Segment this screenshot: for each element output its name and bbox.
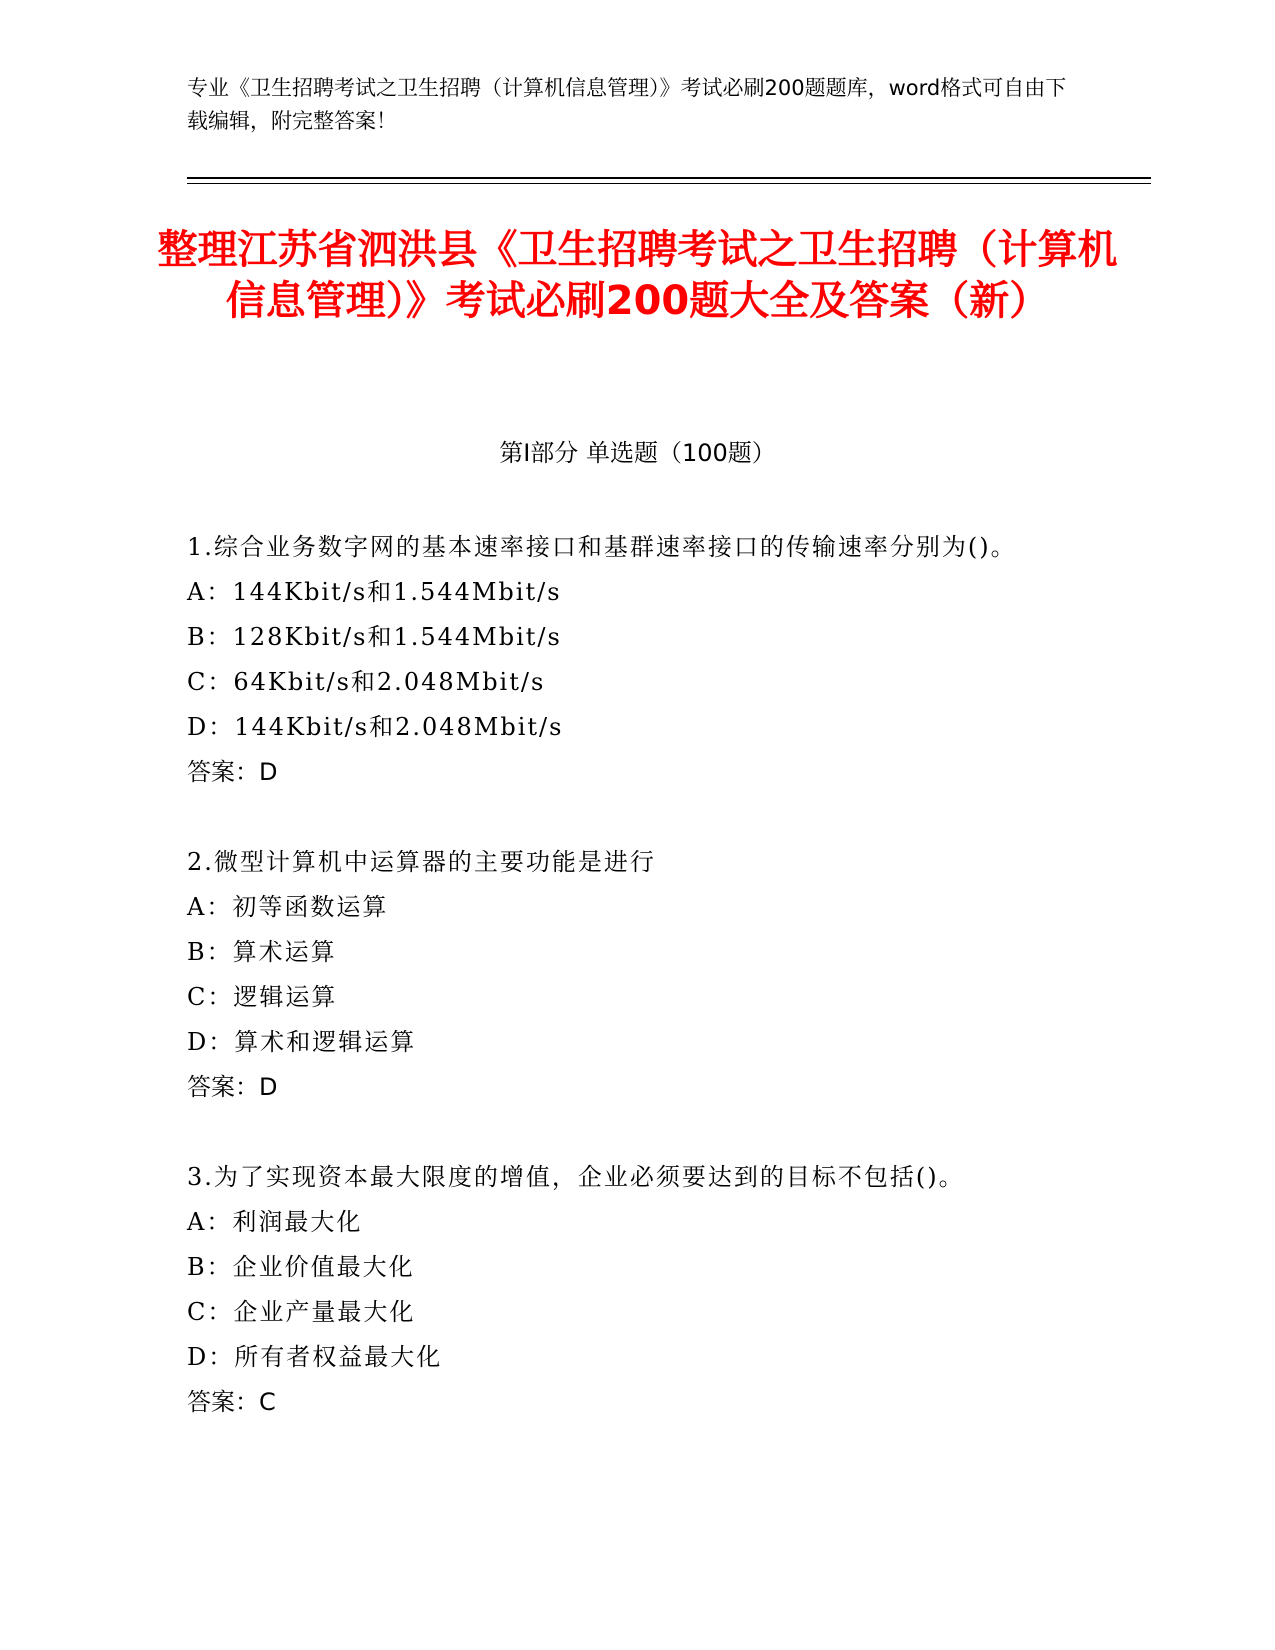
answer: 答案：C bbox=[187, 1388, 276, 1416]
option-b: B：算术运算 bbox=[187, 938, 337, 966]
question-1 bbox=[187, 525, 1087, 795]
header-note: 专业《卫生招聘考试之卫生招聘（计算机信息管理）》考试必刷200题题库，word格式可自由下载编辑，附完整答案！ bbox=[187, 76, 1067, 133]
header-divider-thin bbox=[187, 183, 1151, 184]
question-stem: 2.微型计算机中运算器的主要功能是进行 bbox=[187, 848, 656, 876]
question-spacer bbox=[187, 795, 1087, 840]
option-a: A：初等函数运算 bbox=[187, 893, 389, 921]
header-divider-thick bbox=[187, 177, 1151, 179]
question-spacer bbox=[187, 1110, 1087, 1155]
option-b: B：企业价值最大化 bbox=[187, 1253, 415, 1281]
question-list bbox=[187, 525, 1087, 1425]
option-d: D：所有者权益最大化 bbox=[187, 1343, 443, 1371]
option-c: C：逻辑运算 bbox=[187, 983, 338, 1011]
answer: 答案：D bbox=[187, 1073, 278, 1101]
question-stem: 1.综合业务数字网的基本速率接口和基群速率接口的传输速率分别为()。 bbox=[187, 533, 1017, 561]
question-2 bbox=[187, 840, 1087, 1110]
section-heading: 第Ⅰ部分 单选题（100题） bbox=[499, 439, 776, 467]
option-c: C：企业产量最大化 bbox=[187, 1298, 416, 1326]
option-b: B：128Kbit/s和1.544Mbit/s bbox=[187, 623, 562, 651]
question-3 bbox=[187, 1155, 1087, 1425]
question-stem: 3.为了实现资本最大限度的增值，企业必须要达到的目标不包括()。 bbox=[187, 1163, 965, 1191]
option-a: A：144Kbit/s和1.544Mbit/s bbox=[187, 578, 562, 606]
option-d: D：算术和逻辑运算 bbox=[187, 1028, 417, 1056]
option-c: C：64Kbit/s和2.048Mbit/s bbox=[187, 668, 546, 696]
answer: 答案：D bbox=[187, 758, 278, 786]
option-a: A：利润最大化 bbox=[187, 1208, 363, 1236]
option-d: D：144Kbit/s和2.048Mbit/s bbox=[187, 713, 564, 741]
document-title: 整理江苏省泗洪县《卫生招聘考试之卫生招聘（计算机信息管理）》考试必刷200题大全及答案（新） bbox=[157, 227, 1118, 324]
